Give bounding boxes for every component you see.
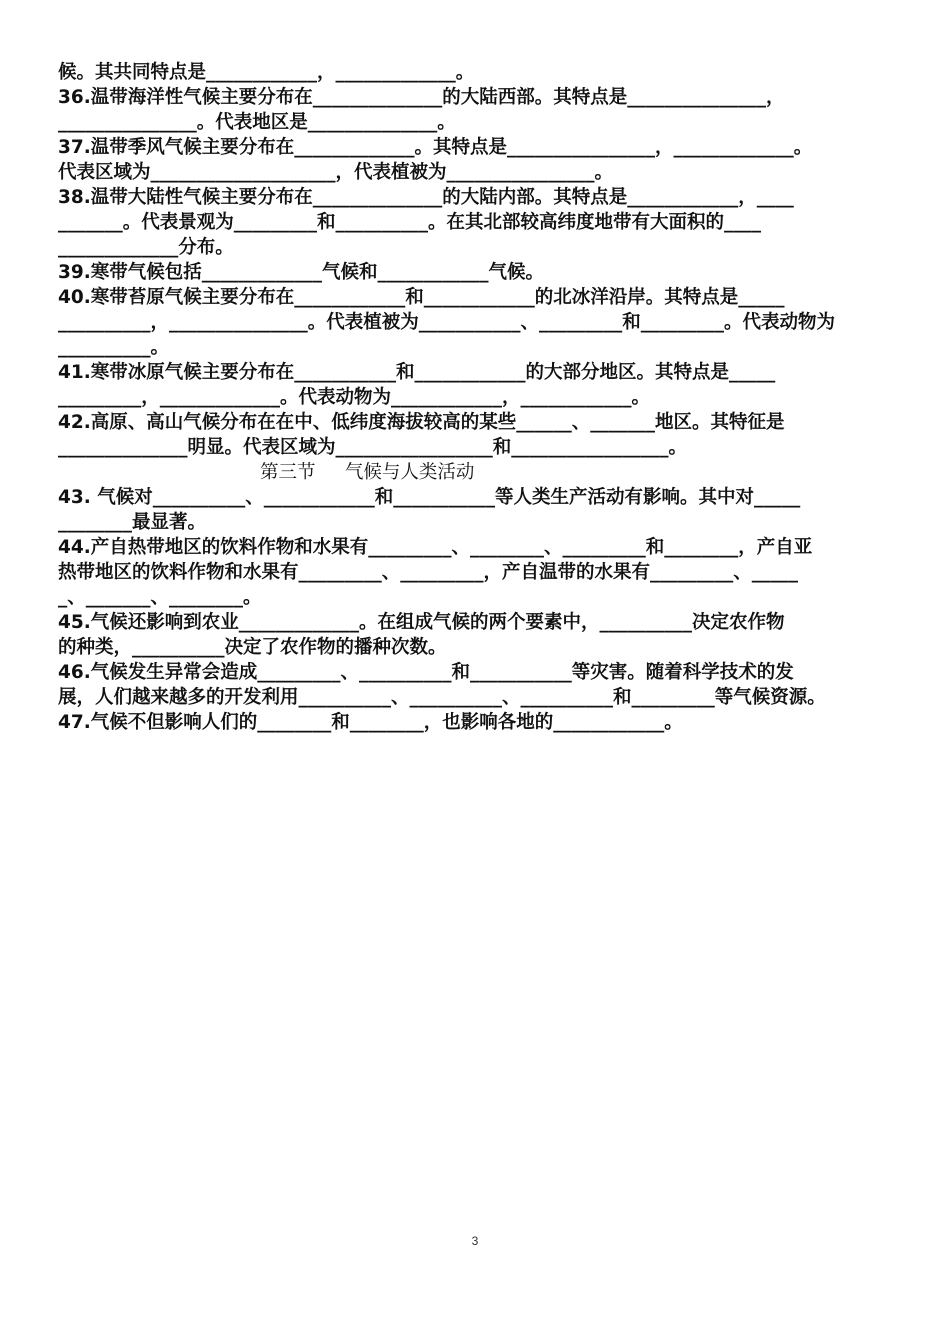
question-38-line-2: _______。代表景观为_________和__________。在其北部较高纬度地带有大面积的____ <box>58 212 762 233</box>
question-47-line-1: 47.气候不但影响人们的________和________，也影响各地的____________。 <box>58 712 683 733</box>
question-46-line-2: 展，人们越来越多的开发利用__________、__________、__________和_________等气候资源。 <box>58 687 826 708</box>
question-38-line-3: _____________分布。 <box>58 237 234 258</box>
question-41-line-2: _________，_____________。代表动物为____________，____________。 <box>58 387 651 408</box>
question-45-line-1: 45.气候还影响到农业_____________。在组成气候的两个要素中，__________决定农作物 <box>58 612 785 633</box>
question-40-line-3: __________。 <box>58 337 170 358</box>
question-36-line-1: 36.温带海洋性气候主要分布在______________的大陆西部。其特点是_______________， <box>58 87 785 108</box>
question-44-line-1: 44.产自热带地区的饮料作物和水果有_________、________、_________和________，产自亚 <box>58 537 813 558</box>
page-number: 3 <box>471 1234 479 1248</box>
question-42-line-2: ______________明显。代表区域为_________________和_________________。 <box>58 437 688 458</box>
question-36-line-2: _______________。代表地区是______________。 <box>58 112 456 133</box>
question-37-line-2: 代表区域为____________________，代表植被为________________。 <box>58 162 614 183</box>
question-37-line-1: 37.温带季风气候主要分布在_____________。其特点是________________，_____________。 <box>58 137 813 158</box>
question-39-line-1: 39.寒带气候包括_____________气候和____________气候。 <box>58 262 545 283</box>
question-46-line-1: 46.气候发生异常会造成_________、__________和___________等灾害。随着科学技术的发 <box>58 662 794 683</box>
worksheet-page <box>58 60 898 735</box>
question-38-line-1: 38.温带大陆性气候主要分布在______________的大陆内部。其特点是____________，____ <box>58 187 794 208</box>
question-45-line-2: 的种类，__________决定了农作物的播种次数。 <box>58 637 447 658</box>
question-43-line-1: 43. 气候对__________、____________和___________等人类生产活动有影响。其中对_____ <box>58 487 801 508</box>
question-43-line-2: ________最显著。 <box>58 512 207 533</box>
question-line: 候。其共同特点是____________，_____________。 <box>58 62 475 83</box>
question-41-line-1: 41.寒带冰原气候主要分布在___________和____________的大部分地区。其特点是_____ <box>58 362 776 383</box>
section-title: 第三节 气候与人类活动 <box>260 462 475 483</box>
question-44-line-3: _、_______、________。 <box>58 587 262 608</box>
question-40-line-1: 40.寒带苔原气候主要分布在____________和____________的北冰洋沿岸。其特点是_____ <box>58 287 785 308</box>
question-42-line-1: 42.高原、高山气候分布在在中、低纬度海拔较高的某些______、_______地区。其特征是 <box>58 412 785 433</box>
question-44-line-2: 热带地区的饮料作物和水果有_________、_________，产自温带的水果有_________、_____ <box>58 562 799 583</box>
question-40-line-2: __________，_______________。代表植被为___________、_________和_________。代表动物为 <box>58 312 836 333</box>
